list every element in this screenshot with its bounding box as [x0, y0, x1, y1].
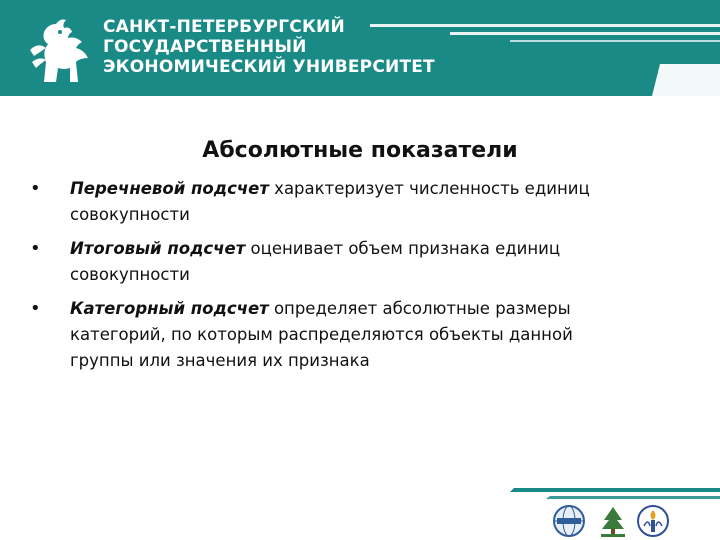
torch-emblem-icon — [636, 504, 670, 538]
bullet-text-continued: совокупности — [70, 205, 190, 224]
university-name-line-2: ГОСУДАРСТВЕННЫЙ — [103, 37, 307, 57]
slide-title: Абсолютные показатели — [202, 138, 518, 163]
bullet-term: Категорный подсчет — [70, 299, 269, 318]
griffin-icon — [24, 12, 94, 84]
bullet-text-continued: категорий, по которым распределяются объекты данной — [70, 325, 573, 344]
bullet-text: характеризует численность единиц — [268, 179, 590, 198]
university-name-line-1: САНКТ-ПЕТЕРБУРГСКИЙ — [103, 17, 345, 37]
header-decoration — [360, 0, 720, 96]
bullet-text-continued: совокупности — [70, 265, 190, 284]
bullet-list — [28, 176, 668, 382]
university-name-line-3: ЭКОНОМИЧЕСКИЙ УНИВЕРСИТЕТ — [103, 57, 435, 77]
bullet-item-list-count — [28, 176, 668, 228]
bullet-icon: • — [30, 178, 41, 199]
globe-emblem-icon — [552, 504, 586, 538]
bullet-icon: • — [30, 298, 41, 319]
header-banner — [0, 0, 720, 96]
bullet-text: определяет абсолютные размеры — [268, 299, 571, 318]
bullet-term: Итоговый подсчет — [70, 239, 246, 258]
bullet-text-continued: группы или значения их признака — [70, 351, 370, 370]
bullet-item-total-count — [28, 236, 668, 288]
bullet-term: Перечневой подсчет — [70, 179, 269, 198]
bullet-item-category-count — [28, 296, 668, 374]
tree-emblem-icon — [596, 504, 630, 538]
bullet-icon: • — [30, 238, 41, 259]
bullet-text: оценивает объем признака единиц — [245, 239, 561, 258]
